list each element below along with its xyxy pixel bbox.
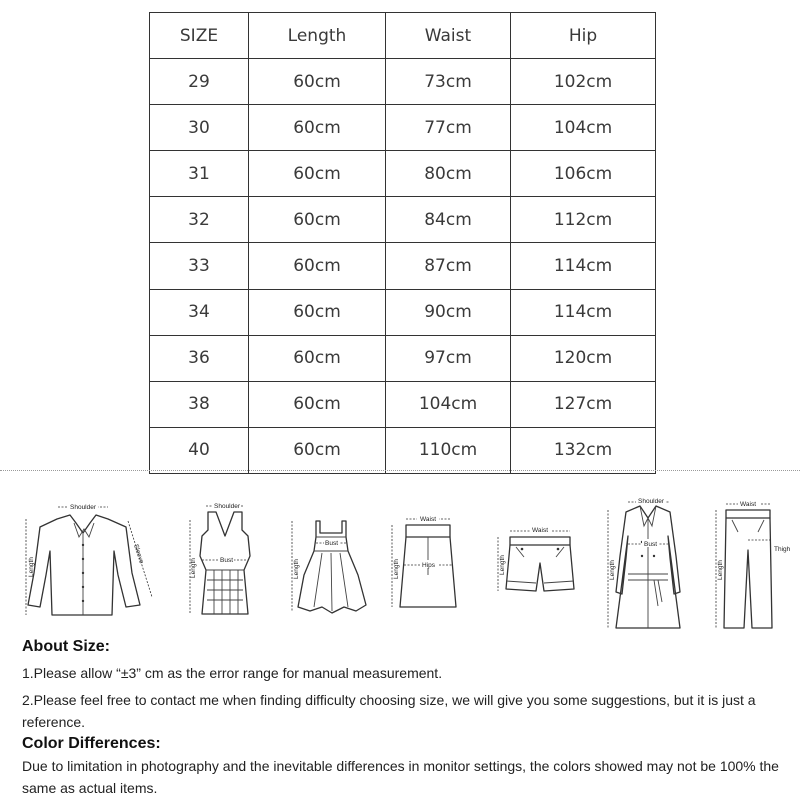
table-row bbox=[150, 289, 656, 335]
blouse-measurement-diagram bbox=[22, 493, 162, 623]
coat-length-label: Length bbox=[609, 560, 616, 580]
table-cell-size: 29 bbox=[150, 59, 249, 105]
table-cell-waist: 110cm bbox=[386, 427, 511, 473]
table-cell-waist: 90cm bbox=[386, 289, 511, 335]
about-size-heading: About Size: bbox=[22, 638, 110, 655]
shorts-length-label: Length bbox=[499, 555, 506, 575]
table-row bbox=[150, 197, 656, 243]
dress-length-label: Length bbox=[293, 559, 300, 579]
trousers-thigh-label: Thigh bbox=[774, 546, 791, 553]
tank-length-label: Length bbox=[190, 558, 197, 578]
table-cell-length: 60cm bbox=[249, 151, 386, 197]
coat-bust-label: Bust bbox=[644, 541, 658, 548]
table-cell-hip: 112cm bbox=[511, 197, 656, 243]
table-cell-waist: 80cm bbox=[386, 151, 511, 197]
color-differences-heading: Color Differences: bbox=[22, 735, 161, 752]
table-cell-waist: 97cm bbox=[386, 335, 511, 381]
table-cell-hip: 127cm bbox=[511, 381, 656, 427]
dress-bust-label: Bust bbox=[325, 540, 339, 547]
skirt-measurement-diagram bbox=[384, 515, 469, 615]
table-cell-length: 60cm bbox=[249, 381, 386, 427]
table-row bbox=[150, 427, 656, 473]
table-cell-waist: 84cm bbox=[386, 197, 511, 243]
table-cell-size: 36 bbox=[150, 335, 249, 381]
blouse-sleeve-label: Sleeve bbox=[132, 543, 145, 565]
contact-note: 2.Please feel free to contact me when finding difficulty choosing size, we will give you some suggestions, but it is just a reference. bbox=[22, 692, 756, 730]
measurement-error-note: 1.Please allow “±3” cm as the error range for manual measurement. bbox=[22, 665, 443, 681]
table-cell-hip: 102cm bbox=[511, 59, 656, 105]
table-row bbox=[150, 381, 656, 427]
trousers-length-label: Length bbox=[717, 560, 724, 580]
table-cell-length: 60cm bbox=[249, 59, 386, 105]
table-cell-hip: 114cm bbox=[511, 243, 656, 289]
table-cell-hip: 104cm bbox=[511, 105, 656, 151]
trousers-waist-label: Waist bbox=[740, 501, 757, 508]
table-cell-size: 33 bbox=[150, 243, 249, 289]
skirt-waist-label: Waist bbox=[420, 516, 437, 523]
table-cell-waist: 104cm bbox=[386, 381, 511, 427]
table-row bbox=[150, 151, 656, 197]
table-cell-length: 60cm bbox=[249, 197, 386, 243]
skirt-length-label: Length bbox=[393, 559, 400, 579]
table-cell-length: 60cm bbox=[249, 243, 386, 289]
dress-measurement-diagram bbox=[286, 515, 376, 625]
table-cell-size: 40 bbox=[150, 427, 249, 473]
table-cell-waist: 73cm bbox=[386, 59, 511, 105]
table-cell-size: 38 bbox=[150, 381, 249, 427]
color-differences-note: Due to limitation in photography and the inevitable differences in monitor settings, the colors showed may not be 100% the same as actual items. bbox=[22, 758, 779, 796]
skirt-hips-label: Hips bbox=[422, 562, 436, 569]
column-header-length: Length bbox=[249, 13, 386, 59]
table-row bbox=[150, 105, 656, 151]
column-header-size: SIZE bbox=[150, 13, 249, 59]
notes-section bbox=[22, 636, 782, 799]
column-header-hip: Hip bbox=[511, 13, 656, 59]
coat-shoulder-label: Shoulder bbox=[638, 498, 665, 505]
column-header-waist: Waist bbox=[386, 13, 511, 59]
table-header-row bbox=[150, 13, 656, 59]
section-divider bbox=[0, 470, 800, 471]
tank-top-measurement-diagram bbox=[178, 500, 268, 625]
table-row bbox=[150, 335, 656, 381]
table-cell-length: 60cm bbox=[249, 105, 386, 151]
table-cell-size: 30 bbox=[150, 105, 249, 151]
size-chart-table bbox=[149, 12, 656, 474]
coat-measurement-diagram bbox=[598, 496, 698, 636]
table-cell-waist: 77cm bbox=[386, 105, 511, 151]
table-row bbox=[150, 59, 656, 105]
size-chart-body bbox=[150, 13, 656, 474]
table-cell-length: 60cm bbox=[249, 289, 386, 335]
table-cell-waist: 87cm bbox=[386, 243, 511, 289]
table-cell-length: 60cm bbox=[249, 427, 386, 473]
shorts-measurement-diagram bbox=[488, 525, 583, 600]
table-cell-hip: 120cm bbox=[511, 335, 656, 381]
table-cell-hip: 106cm bbox=[511, 151, 656, 197]
table-cell-hip: 114cm bbox=[511, 289, 656, 335]
table-cell-size: 32 bbox=[150, 197, 249, 243]
table-cell-size: 31 bbox=[150, 151, 249, 197]
tank-bust-label: Bust bbox=[220, 557, 234, 564]
table-cell-size: 34 bbox=[150, 289, 249, 335]
blouse-length-label: Length bbox=[28, 557, 35, 577]
table-cell-length: 60cm bbox=[249, 335, 386, 381]
shorts-waist-label: Waist bbox=[532, 527, 549, 534]
trousers-measurement-diagram bbox=[708, 500, 798, 635]
table-cell-hip: 132cm bbox=[511, 427, 656, 473]
table-row bbox=[150, 243, 656, 289]
blouse-shoulder-label: Shoulder bbox=[70, 504, 97, 511]
tank-shoulder-label: Shoulder bbox=[214, 503, 241, 510]
